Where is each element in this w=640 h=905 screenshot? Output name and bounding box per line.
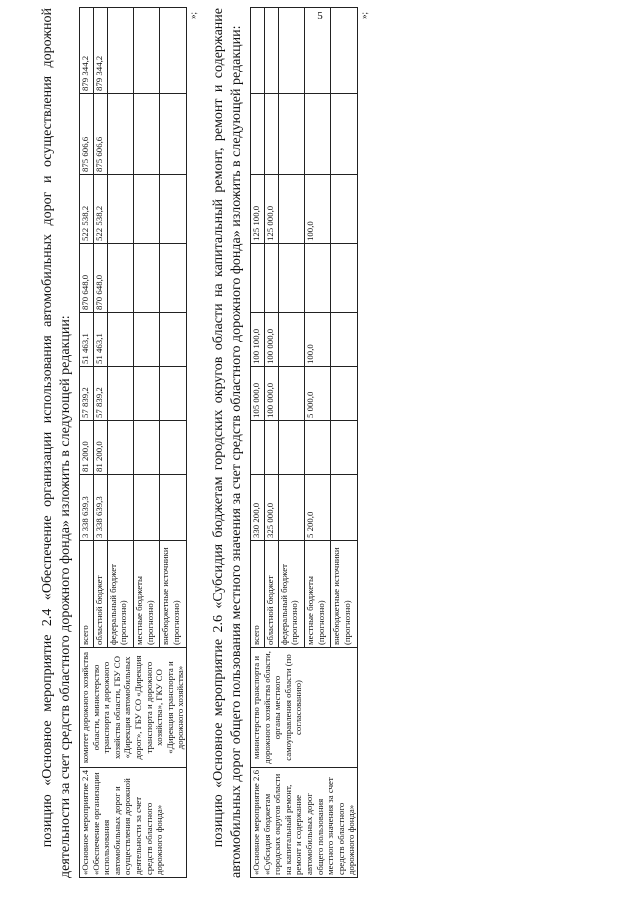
amount-cell	[134, 475, 160, 541]
amount-cell	[304, 94, 330, 175]
section1-table	[79, 7, 187, 878]
amount-cell	[107, 94, 133, 175]
amount-cell	[134, 94, 160, 175]
amount-cell	[278, 475, 304, 541]
amount-cell	[264, 421, 278, 475]
amount-cell: 3 338 639,3	[80, 475, 94, 541]
amount-cell	[107, 475, 133, 541]
amount-cell: 875 606,6	[80, 94, 94, 175]
table-row	[80, 8, 94, 878]
amount-cell	[160, 175, 186, 244]
amount-cell: 125 000,0	[264, 175, 278, 244]
amount-cell: 100 000,0	[264, 367, 278, 421]
amount-cell	[278, 367, 304, 421]
measure-name: «Основное мероприятие 2.4 «Обеспечение организации использования автомобильных дорог и осуществления дорожной деятельности за счет средств областного дорожного фонда»	[80, 768, 187, 878]
amount-cell	[331, 244, 357, 313]
amount-cell: 57 839,2	[80, 367, 94, 421]
funding-source: всего	[80, 541, 94, 648]
amount-cell	[160, 313, 186, 367]
amount-cell	[134, 175, 160, 244]
amount-cell	[278, 175, 304, 244]
amount-cell	[278, 244, 304, 313]
amount-cell	[107, 8, 133, 94]
amount-cell: 879 344,2	[93, 8, 107, 94]
amount-cell: 875 606,6	[93, 94, 107, 175]
amount-cell	[134, 313, 160, 367]
amount-cell	[331, 94, 357, 175]
funding-source: областной бюджет	[264, 541, 278, 648]
amount-cell: 125 100,0	[250, 175, 264, 244]
amount-cell: 325 000,0	[264, 475, 278, 541]
measure-executor: комитет дорожного хозяйства области, министерство транспорта и дорожного хозяйства области, ГБУ СО «Дирекция автомобильных дорог», ГБУ СО «Дирекция транспорта и дорожного хозяйства», ГКУ СО «Дирекция транспорта и дорожного хозяйства»	[80, 648, 187, 768]
amount-cell: 57 839,2	[93, 367, 107, 421]
amount-cell	[278, 421, 304, 475]
amount-cell	[107, 421, 133, 475]
amount-cell	[264, 94, 278, 175]
amount-cell: 81 200,0	[80, 421, 94, 475]
amount-cell	[278, 8, 304, 94]
amount-cell	[107, 175, 133, 244]
section1-intro: позицию «Основное мероприятие 2.4 «Обеспечение организации использования автомобильных дорог и осуществления дорожной деятельности за счет средств областного дорожного фонда» изложить в следующей редакции:	[40, 8, 73, 878]
amount-cell	[278, 94, 304, 175]
amount-cell	[107, 367, 133, 421]
amount-cell: 100,0	[304, 175, 330, 244]
amount-cell	[331, 367, 357, 421]
amount-cell	[250, 8, 264, 94]
amount-cell	[160, 475, 186, 541]
amount-cell	[264, 244, 278, 313]
amount-cell	[134, 367, 160, 421]
funding-source: федеральный бюджет (прогнозно)	[278, 541, 304, 648]
amount-cell	[107, 313, 133, 367]
amount-cell	[250, 94, 264, 175]
measure-executor: министерство транспорта и дорожного хозяйства области, органы местного самоуправления области (по согласованию)	[250, 648, 357, 768]
funding-source: федеральный бюджет (прогнозно)	[107, 541, 133, 648]
funding-source: областной бюджет	[93, 541, 107, 648]
amount-cell	[134, 421, 160, 475]
section2-closing: »;	[358, 12, 369, 20]
amount-cell	[160, 367, 186, 421]
amount-cell: 100 000,0	[264, 313, 278, 367]
measure-name: «Основное мероприятие 2.6 «Субсидия бюджетам городских округов области на капитальный ремонт, ремонт и содержание автомобильных дорог общего пользования местного значения за счет средств областного дорожного фонда»	[250, 768, 357, 878]
rotated-page-content	[23, 8, 608, 878]
amount-cell	[264, 8, 278, 94]
amount-cell	[331, 8, 357, 94]
section2-intro: позицию «Основное мероприятие 2.6 «Субсидия бюджетам городских округов области на капитальный ремонт, ремонт и содержание автомобильных дорог общего пользования местного значения за счет средств областного дорожного фонда» изложить в следующей редакции:	[210, 8, 244, 878]
table-row	[250, 8, 264, 878]
amount-cell	[331, 421, 357, 475]
amount-cell	[278, 313, 304, 367]
amount-cell: 330 200,0	[250, 475, 264, 541]
amount-cell: 100,0	[304, 313, 330, 367]
amount-cell	[160, 8, 186, 94]
amount-cell: 51 463,1	[93, 313, 107, 367]
amount-cell: 5 000,0	[304, 367, 330, 421]
amount-cell: 522 538,2	[93, 175, 107, 244]
amount-cell: 105 000,0	[250, 367, 264, 421]
amount-cell	[160, 421, 186, 475]
amount-cell: 870 648,0	[93, 244, 107, 313]
amount-cell	[160, 94, 186, 175]
amount-cell: 3 338 639,3	[93, 475, 107, 541]
amount-cell	[134, 8, 160, 94]
amount-cell	[331, 175, 357, 244]
amount-cell: 81 200,0	[93, 421, 107, 475]
amount-cell: 522 538,2	[80, 175, 94, 244]
page-number: 5	[317, 10, 323, 22]
amount-cell	[250, 421, 264, 475]
amount-cell	[331, 313, 357, 367]
funding-source: всего	[250, 541, 264, 648]
funding-source: внебюджетные источники (прогнозно)	[160, 541, 186, 648]
amount-cell	[107, 244, 133, 313]
amount-cell	[304, 421, 330, 475]
amount-cell: 51 463,1	[80, 313, 94, 367]
amount-cell: 870 648,0	[80, 244, 94, 313]
amount-cell	[304, 244, 330, 313]
amount-cell	[250, 244, 264, 313]
amount-cell: 5 200,0	[304, 475, 330, 541]
section2-table	[250, 7, 358, 878]
funding-source: внебюджетные источники (прогнозно)	[331, 541, 357, 648]
section1-closing: »;	[187, 12, 198, 20]
funding-source: местные бюджеты (прогнозно)	[134, 541, 160, 648]
amount-cell	[160, 244, 186, 313]
amount-cell	[134, 244, 160, 313]
amount-cell: 100 100,0	[250, 313, 264, 367]
funding-source: местные бюджеты (прогнозно)	[304, 541, 330, 648]
amount-cell	[331, 475, 357, 541]
amount-cell: 879 344,2	[80, 8, 94, 94]
amount-cell	[304, 8, 330, 94]
